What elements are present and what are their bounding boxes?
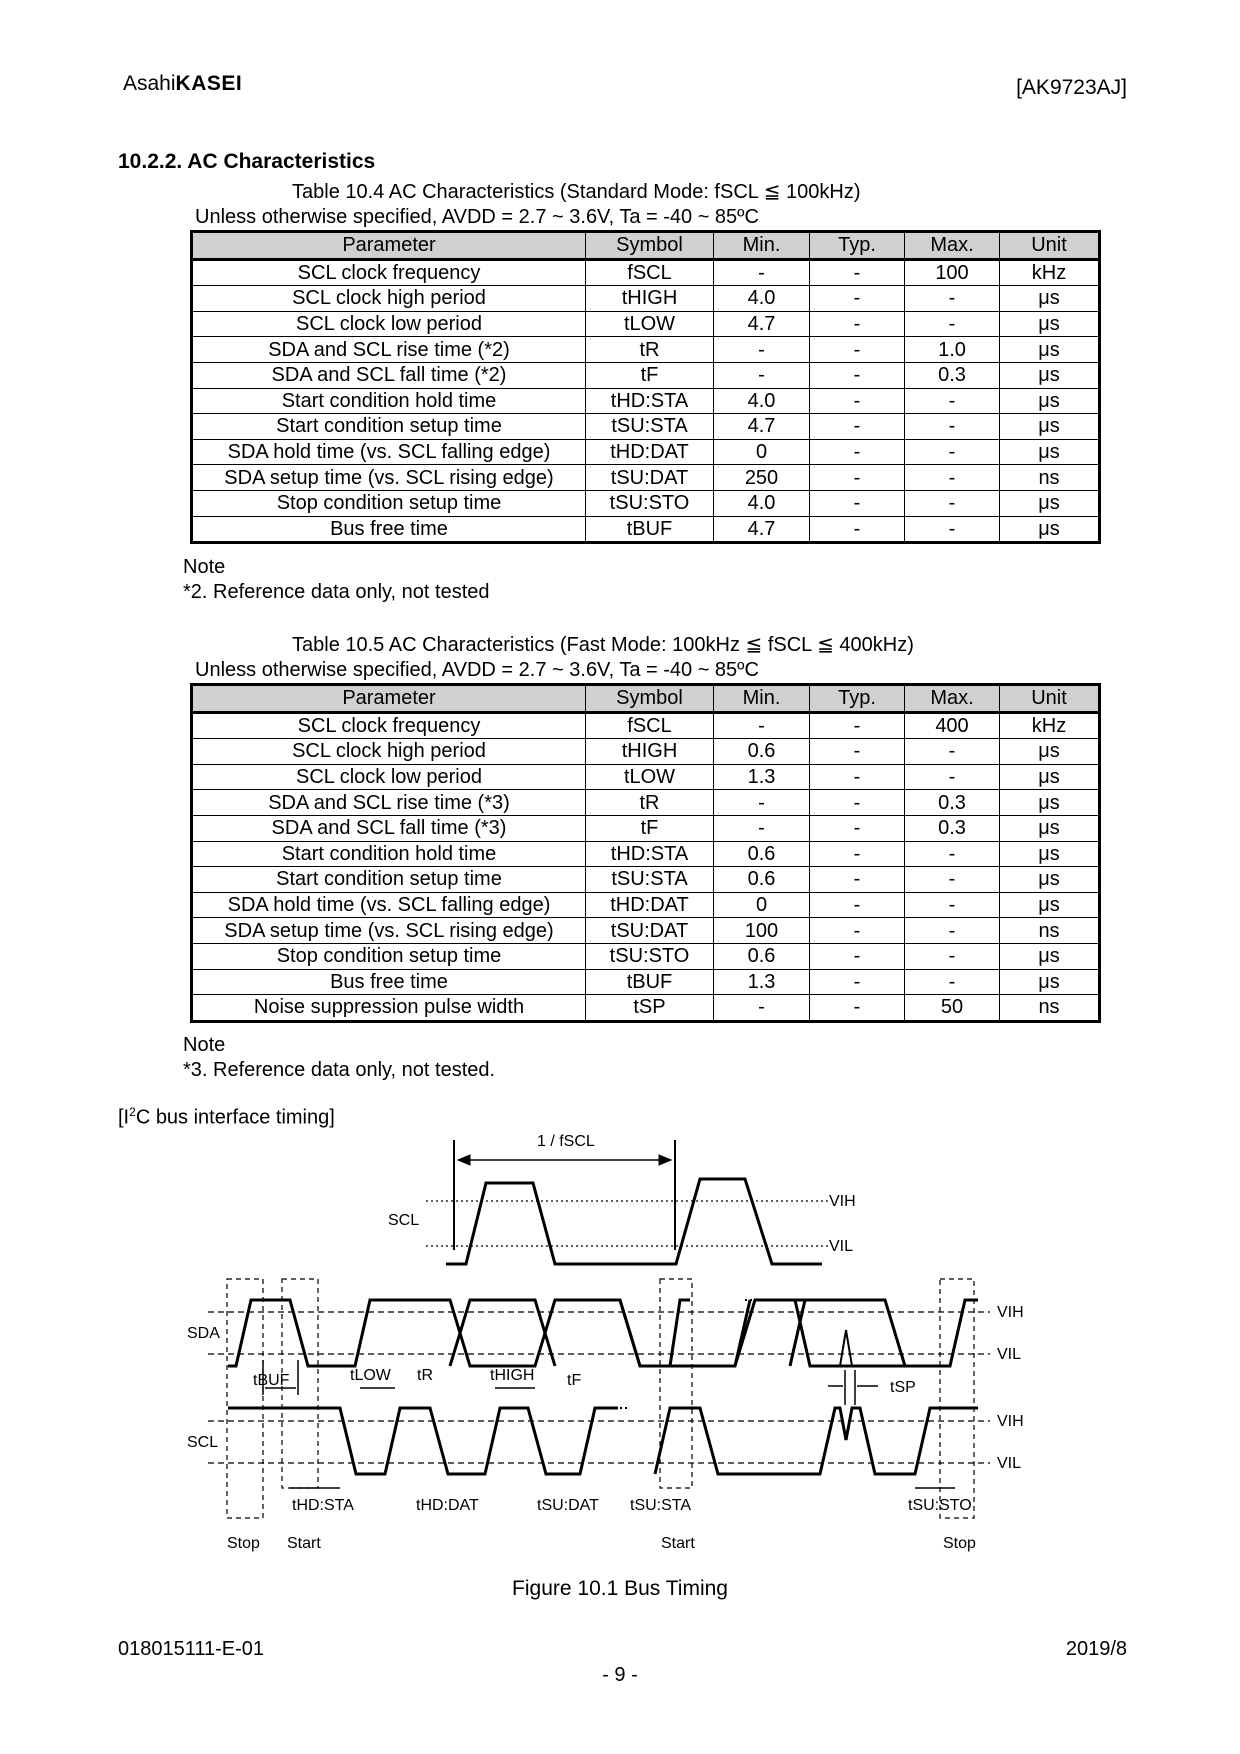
stop-label-left: Stop bbox=[227, 1535, 260, 1552]
sda-waveform-c bbox=[620, 1300, 810, 1366]
period-label: 1 / fSCL bbox=[537, 1133, 595, 1150]
table-cell: 1.3 bbox=[714, 969, 810, 995]
table-cell: SDA and SCL fall time (*2) bbox=[192, 362, 586, 388]
table-cell: tHD:STA bbox=[586, 841, 714, 867]
table-cell: tR bbox=[586, 790, 714, 816]
table-cell: tSU:STO bbox=[586, 943, 714, 969]
table-cell: 0 bbox=[714, 892, 810, 918]
sda-label: SDA bbox=[187, 1325, 220, 1342]
table-cell: μs bbox=[1000, 311, 1100, 337]
table-cell: tHIGH bbox=[586, 286, 714, 312]
table-std-note-label: Note bbox=[183, 556, 226, 578]
table-cell: - bbox=[905, 465, 1000, 491]
table-cell: - bbox=[905, 516, 1000, 543]
table-cell: - bbox=[905, 918, 1000, 944]
column-header: Min. bbox=[714, 232, 810, 260]
table-cell: 4.7 bbox=[714, 414, 810, 440]
sda-vih-label: VIH bbox=[997, 1304, 1024, 1321]
footer-doc-number: 018015111-E-01 bbox=[118, 1638, 265, 1660]
table-cell: 0.6 bbox=[714, 739, 810, 765]
page-number: - 9 - bbox=[602, 1664, 638, 1686]
table-cell: μs bbox=[1000, 439, 1100, 465]
table-cell: 0.3 bbox=[905, 815, 1000, 841]
table-cell: 100 bbox=[714, 918, 810, 944]
table-cell: fSCL bbox=[586, 712, 714, 739]
table-cell: SDA and SCL rise time (*3) bbox=[192, 790, 586, 816]
table-std-caption: Table 10.4 AC Characteristics (Standard Mode: fSCL ≦ 100kHz) bbox=[292, 181, 861, 203]
table-cell: μs bbox=[1000, 943, 1100, 969]
table-cell: - bbox=[905, 892, 1000, 918]
table-cell: μs bbox=[1000, 388, 1100, 414]
table-cell: Bus free time bbox=[192, 969, 586, 995]
table-cell: - bbox=[905, 841, 1000, 867]
table-cell: 4.0 bbox=[714, 388, 810, 414]
table-cell: tHIGH bbox=[586, 739, 714, 765]
table-cell: ns bbox=[1000, 918, 1100, 944]
tbuf-label: tBUF bbox=[253, 1372, 290, 1389]
table-cell: - bbox=[810, 516, 905, 543]
table-cell: - bbox=[714, 337, 810, 363]
start-box-right bbox=[660, 1279, 692, 1488]
top-vil-label: VIL bbox=[829, 1238, 854, 1255]
table-cell: - bbox=[905, 439, 1000, 465]
table-cell: - bbox=[905, 311, 1000, 337]
timing-heading-prefix: [I bbox=[118, 1106, 130, 1129]
table-cell: μs bbox=[1000, 969, 1100, 995]
table-cell: Noise suppression pulse width bbox=[192, 995, 586, 1022]
table-cell: 100 bbox=[905, 259, 1000, 286]
table-cell: - bbox=[810, 867, 905, 893]
table-cell: - bbox=[810, 286, 905, 312]
table-cell: 50 bbox=[905, 995, 1000, 1022]
scl-top-waveform bbox=[446, 1179, 822, 1264]
column-header: Unit bbox=[1000, 232, 1100, 260]
stop-box-left bbox=[227, 1279, 263, 1518]
table-cell: μs bbox=[1000, 490, 1100, 516]
table-cell: SDA and SCL fall time (*3) bbox=[192, 815, 586, 841]
table-cell: ns bbox=[1000, 995, 1100, 1022]
table-cell: tLOW bbox=[586, 764, 714, 790]
tlow-label: tLOW bbox=[350, 1367, 391, 1384]
table-cell: - bbox=[714, 362, 810, 388]
table-cell: μs bbox=[1000, 764, 1100, 790]
table-fast-note-text: *3. Reference data only, not tested. bbox=[183, 1059, 496, 1081]
table-cell: μs bbox=[1000, 516, 1100, 543]
table-cell: ns bbox=[1000, 465, 1100, 491]
table-cell: 1.0 bbox=[905, 337, 1000, 363]
logo-light-text: Asahi bbox=[123, 72, 176, 95]
table-cell: tSU:DAT bbox=[586, 918, 714, 944]
table-cell: - bbox=[714, 259, 810, 286]
stop-label-right: Stop bbox=[943, 1535, 976, 1552]
column-header: Symbol bbox=[586, 232, 714, 260]
table-cell: SDA and SCL rise time (*2) bbox=[192, 337, 586, 363]
table-cell: tSU:STA bbox=[586, 867, 714, 893]
table-cell: kHz bbox=[1000, 259, 1100, 286]
table-cell: SDA setup time (vs. SCL rising edge) bbox=[192, 465, 586, 491]
table-cell: - bbox=[810, 790, 905, 816]
table-cell: - bbox=[810, 388, 905, 414]
table-cell: μs bbox=[1000, 841, 1100, 867]
table-cell: - bbox=[714, 815, 810, 841]
table-cell: - bbox=[905, 739, 1000, 765]
table-cell: - bbox=[810, 918, 905, 944]
table-cell: - bbox=[810, 311, 905, 337]
tsudat-label: tSU:DAT bbox=[537, 1497, 599, 1514]
table-cell: tF bbox=[586, 362, 714, 388]
column-header: Min. bbox=[714, 685, 810, 713]
column-header: Typ. bbox=[810, 232, 905, 260]
table-cell: - bbox=[810, 892, 905, 918]
table-cell: SDA setup time (vs. SCL rising edge) bbox=[192, 918, 586, 944]
scl-label: SCL bbox=[187, 1434, 219, 1451]
table-cell: 4.7 bbox=[714, 311, 810, 337]
thddat-label: tHD:DAT bbox=[416, 1497, 479, 1514]
table-cell: 0.6 bbox=[714, 943, 810, 969]
table-cell: SCL clock frequency bbox=[192, 259, 586, 286]
table-cell: - bbox=[905, 414, 1000, 440]
scl-vil-label: VIL bbox=[997, 1455, 1022, 1472]
table-cell: - bbox=[810, 465, 905, 491]
table-cell: μs bbox=[1000, 892, 1100, 918]
stop-box-right bbox=[940, 1279, 974, 1518]
table-std-note-text: *2. Reference data only, not tested bbox=[183, 581, 490, 603]
table-cell: tSP bbox=[586, 995, 714, 1022]
scl-vih-label: VIH bbox=[997, 1413, 1024, 1430]
table-cell: - bbox=[810, 439, 905, 465]
table-cell: μs bbox=[1000, 414, 1100, 440]
table-cell: Stop condition setup time bbox=[192, 943, 586, 969]
table-cell: Start condition hold time bbox=[192, 388, 586, 414]
column-header: Parameter bbox=[192, 685, 586, 713]
table-cell: μs bbox=[1000, 362, 1100, 388]
table-cell: - bbox=[714, 995, 810, 1022]
table-cell: tSU:DAT bbox=[586, 465, 714, 491]
table-cell: tHD:DAT bbox=[586, 439, 714, 465]
sda-vil-label: VIL bbox=[997, 1346, 1022, 1363]
table-cell: SCL clock low period bbox=[192, 311, 586, 337]
table-cell: 0 bbox=[714, 439, 810, 465]
column-header: Unit bbox=[1000, 685, 1100, 713]
table-cell: tF bbox=[586, 815, 714, 841]
table-cell: μs bbox=[1000, 337, 1100, 363]
scl-waveform bbox=[228, 1408, 978, 1474]
table-cell: 4.0 bbox=[714, 286, 810, 312]
table-cell: 4.7 bbox=[714, 516, 810, 543]
table-cell: μs bbox=[1000, 815, 1100, 841]
table-cell: tBUF bbox=[586, 969, 714, 995]
table-cell: tR bbox=[586, 337, 714, 363]
table-cell: - bbox=[810, 969, 905, 995]
timing-heading-suffix: C bus interface timing] bbox=[135, 1106, 335, 1129]
start-label-right: Start bbox=[661, 1535, 695, 1552]
table-cell: μs bbox=[1000, 739, 1100, 765]
table-fast-condition: Unless otherwise specified, AVDD = 2.7 ~ 3.6V, Ta = -40 ~ 85ºC bbox=[195, 659, 759, 681]
table-cell: - bbox=[810, 712, 905, 739]
scl-top-label: SCL bbox=[388, 1212, 420, 1229]
table-cell: - bbox=[714, 712, 810, 739]
column-header: Typ. bbox=[810, 685, 905, 713]
table-std-condition: Unless otherwise specified, AVDD = 2.7 ~ 3.6V, Ta = -40 ~ 85ºC bbox=[195, 206, 759, 228]
table-cell: μs bbox=[1000, 867, 1100, 893]
table-cell: 400 bbox=[905, 712, 1000, 739]
tr-label: tR bbox=[417, 1367, 433, 1384]
table-cell: 0.3 bbox=[905, 362, 1000, 388]
thdsta-label: tHD:STA bbox=[292, 1497, 354, 1514]
table-cell: SCL clock low period bbox=[192, 764, 586, 790]
table-cell: - bbox=[905, 388, 1000, 414]
top-vih-label: VIH bbox=[829, 1193, 856, 1210]
tsp-label: tSP bbox=[890, 1379, 916, 1396]
table-cell: tHD:DAT bbox=[586, 892, 714, 918]
table-cell: - bbox=[810, 943, 905, 969]
table-cell: 4.0 bbox=[714, 490, 810, 516]
table-cell: - bbox=[905, 764, 1000, 790]
table-cell: μs bbox=[1000, 286, 1100, 312]
section-title: 10.2.2. AC Characteristics bbox=[118, 150, 376, 173]
table-cell: fSCL bbox=[586, 259, 714, 286]
table-cell: - bbox=[810, 841, 905, 867]
table-cell: tLOW bbox=[586, 311, 714, 337]
table-cell: - bbox=[810, 764, 905, 790]
tsusta-label: tSU:STA bbox=[630, 1497, 692, 1514]
table-cell: - bbox=[810, 259, 905, 286]
timing-heading-sup: 2 bbox=[129, 1105, 136, 1119]
table-cell: tSU:STO bbox=[586, 490, 714, 516]
column-header: Max. bbox=[905, 685, 1000, 713]
logo-bold-text: KASEI bbox=[175, 72, 243, 95]
figure-caption: Figure 10.1 Bus Timing bbox=[512, 1577, 728, 1600]
table-cell: 0.3 bbox=[905, 790, 1000, 816]
table-cell: SCL clock high period bbox=[192, 286, 586, 312]
table-cell: kHz bbox=[1000, 712, 1100, 739]
table-cell: - bbox=[810, 337, 905, 363]
table-cell: - bbox=[905, 969, 1000, 995]
table-cell: SCL clock frequency bbox=[192, 712, 586, 739]
table-cell: - bbox=[905, 286, 1000, 312]
table-cell: 0.6 bbox=[714, 867, 810, 893]
table-cell: Stop condition setup time bbox=[192, 490, 586, 516]
table-cell: tBUF bbox=[586, 516, 714, 543]
column-header: Max. bbox=[905, 232, 1000, 260]
table-cell: - bbox=[905, 943, 1000, 969]
table-fast-caption: Table 10.5 AC Characteristics (Fast Mode: 100kHz ≦ fSCL ≦ 400kHz) bbox=[292, 634, 914, 656]
table-cell: SDA hold time (vs. SCL falling edge) bbox=[192, 892, 586, 918]
column-header: Symbol bbox=[586, 685, 714, 713]
table-cell: - bbox=[905, 867, 1000, 893]
table-cell: - bbox=[810, 815, 905, 841]
table-cell: Start condition setup time bbox=[192, 867, 586, 893]
doc-id: [AK9723AJ] bbox=[1016, 76, 1127, 99]
period-arrowhead-right bbox=[659, 1155, 671, 1165]
table-cell: - bbox=[714, 790, 810, 816]
table-cell: - bbox=[905, 490, 1000, 516]
table-cell: tSU:STA bbox=[586, 414, 714, 440]
table-cell: Start condition setup time bbox=[192, 414, 586, 440]
footer-date: 2019/8 bbox=[1065, 1638, 1127, 1660]
table-cell: SCL clock high period bbox=[192, 739, 586, 765]
tf-label: tF bbox=[567, 1372, 582, 1389]
table-cell: SDA hold time (vs. SCL falling edge) bbox=[192, 439, 586, 465]
table-cell: 1.3 bbox=[714, 764, 810, 790]
tsusto-label: tSU:STO bbox=[908, 1497, 972, 1514]
start-label-left: Start bbox=[287, 1535, 321, 1552]
table-cell: 0.6 bbox=[714, 841, 810, 867]
table-cell: Bus free time bbox=[192, 516, 586, 543]
table-cell: - bbox=[810, 490, 905, 516]
column-header: Parameter bbox=[192, 232, 586, 260]
table-cell: - bbox=[810, 995, 905, 1022]
table-cell: 250 bbox=[714, 465, 810, 491]
sda-waveform-d bbox=[735, 1300, 978, 1366]
table-fast-note-label: Note bbox=[183, 1034, 226, 1056]
thigh-label: tHIGH bbox=[490, 1367, 535, 1384]
table-cell: tHD:STA bbox=[586, 388, 714, 414]
table-cell: - bbox=[810, 739, 905, 765]
table-cell: μs bbox=[1000, 790, 1100, 816]
table-cell: Start condition hold time bbox=[192, 841, 586, 867]
sda-waveform-a bbox=[228, 1300, 670, 1366]
table-cell: - bbox=[810, 362, 905, 388]
sda-noise-spike bbox=[840, 1330, 852, 1366]
table-cell: - bbox=[810, 414, 905, 440]
period-arrowhead-left bbox=[458, 1155, 470, 1165]
